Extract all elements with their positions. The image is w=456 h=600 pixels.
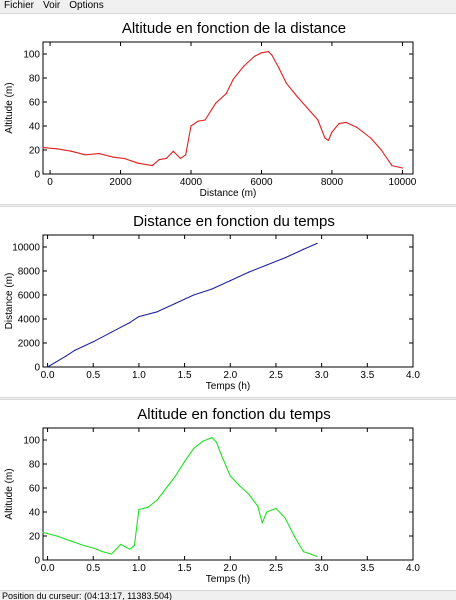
data-point bbox=[202, 441, 203, 442]
data-point bbox=[120, 544, 121, 545]
data-point bbox=[257, 505, 258, 506]
data-point bbox=[317, 119, 318, 120]
data-point bbox=[307, 107, 308, 108]
data-point bbox=[159, 159, 160, 160]
data-point bbox=[99, 153, 100, 154]
chart-panel-altitude-time bbox=[0, 399, 456, 591]
data-point bbox=[230, 280, 231, 281]
data-point bbox=[284, 257, 285, 258]
data-point bbox=[65, 356, 66, 357]
y-tick-label: 6000 bbox=[17, 290, 40, 302]
chart-title: Altitude en fonction du temps bbox=[137, 406, 331, 423]
y-tick-label: 40 bbox=[28, 121, 40, 133]
x-tick-label: 3.0 bbox=[314, 563, 329, 574]
data-point bbox=[134, 545, 135, 546]
x-tick-label: 3.5 bbox=[360, 563, 375, 574]
x-tick-label: 2.5 bbox=[269, 563, 283, 574]
x-tick-label: 1.5 bbox=[177, 563, 192, 574]
x-tick-label: 1.0 bbox=[131, 370, 146, 381]
x-axis-label: Temps (h) bbox=[205, 381, 251, 392]
data-point bbox=[56, 148, 57, 149]
data-point bbox=[166, 158, 167, 159]
data-point bbox=[173, 151, 174, 152]
x-tick-label: 2.0 bbox=[223, 563, 238, 574]
data-point bbox=[93, 341, 94, 342]
data-point bbox=[138, 316, 139, 317]
data-point bbox=[296, 95, 297, 96]
data-point bbox=[338, 123, 339, 124]
menu-options[interactable]: Options bbox=[69, 0, 104, 11]
x-tick-label: 0.5 bbox=[86, 563, 101, 574]
data-point bbox=[185, 154, 186, 155]
data-point bbox=[254, 56, 255, 57]
data-point bbox=[303, 551, 304, 552]
x-tick-label: 3.0 bbox=[314, 370, 329, 381]
chart-panel-distance-time bbox=[0, 206, 456, 398]
x-axis-label: Distance (m) bbox=[199, 188, 257, 199]
data-point bbox=[130, 160, 131, 161]
data-point bbox=[370, 137, 371, 138]
data-point bbox=[356, 127, 357, 128]
data-point bbox=[85, 154, 86, 155]
data-point bbox=[345, 122, 346, 123]
data-point bbox=[71, 151, 72, 152]
y-tick-label: 80 bbox=[28, 73, 40, 85]
menu-voir[interactable]: Voir bbox=[43, 0, 61, 11]
data-point bbox=[216, 442, 217, 443]
chart-altitude-time bbox=[0, 400, 456, 590]
x-tick-label: 1.0 bbox=[131, 563, 146, 574]
y-tick-label: 0 bbox=[34, 169, 40, 181]
data-point bbox=[215, 103, 216, 104]
data-point bbox=[402, 167, 403, 168]
y-tick-label: 2000 bbox=[17, 338, 40, 350]
chart-panel-altitude-distance bbox=[0, 13, 456, 205]
x-axis-label: Temps (h) bbox=[205, 574, 251, 585]
data-point bbox=[233, 79, 234, 80]
data-point bbox=[111, 332, 112, 333]
data-point bbox=[294, 535, 295, 536]
data-point bbox=[175, 303, 176, 304]
data-point bbox=[261, 52, 262, 53]
data-point bbox=[324, 137, 325, 138]
data-point bbox=[286, 82, 287, 83]
data-point bbox=[84, 545, 85, 546]
data-point bbox=[42, 147, 43, 148]
y-tick-label: 10000 bbox=[12, 242, 40, 254]
data-point bbox=[248, 272, 249, 273]
data-point bbox=[42, 532, 43, 533]
data-point bbox=[157, 311, 158, 312]
data-point bbox=[248, 493, 249, 494]
data-point bbox=[262, 522, 263, 523]
x-tick-label: 2.5 bbox=[269, 370, 283, 381]
data-point bbox=[184, 461, 185, 462]
y-tick-label: 60 bbox=[28, 483, 40, 495]
data-point bbox=[102, 551, 103, 552]
data-point bbox=[316, 556, 317, 557]
chart-title: Distance en fonction du temps bbox=[133, 213, 335, 230]
plot-frame bbox=[43, 235, 413, 367]
data-point bbox=[74, 350, 75, 351]
x-tick-label: 4.0 bbox=[406, 370, 420, 381]
y-tick-label: 100 bbox=[23, 435, 40, 447]
data-point bbox=[328, 140, 329, 141]
x-tick-label: 1.5 bbox=[177, 370, 192, 381]
menu-fichier[interactable]: Fichier bbox=[4, 0, 35, 11]
y-axis-label: Altitude (m) bbox=[4, 82, 15, 134]
data-point bbox=[268, 51, 269, 52]
data-point bbox=[113, 157, 114, 158]
y-tick-label: 4000 bbox=[17, 314, 40, 326]
x-tick-label: 3.5 bbox=[360, 370, 375, 381]
plot-frame bbox=[43, 428, 413, 560]
data-point bbox=[303, 249, 304, 250]
data-point bbox=[56, 535, 57, 536]
data-point bbox=[147, 507, 148, 508]
data-point bbox=[166, 487, 167, 488]
data-point bbox=[275, 508, 276, 509]
y-tick-label: 80 bbox=[28, 459, 40, 471]
data-point bbox=[381, 149, 382, 150]
data-point bbox=[93, 547, 94, 548]
data-point bbox=[331, 131, 332, 132]
data-point bbox=[204, 119, 205, 120]
data-point bbox=[226, 93, 227, 94]
y-tick-label: 8000 bbox=[17, 266, 40, 278]
y-tick-label: 40 bbox=[28, 507, 40, 519]
x-tick-label: 4.0 bbox=[406, 563, 420, 574]
data-point bbox=[271, 55, 272, 56]
y-tick-label: 0 bbox=[34, 362, 40, 374]
data-point bbox=[152, 165, 153, 166]
data-point bbox=[129, 549, 130, 550]
y-tick-label: 0 bbox=[34, 555, 40, 567]
data-point bbox=[239, 485, 240, 486]
data-point bbox=[243, 65, 244, 66]
y-axis-label: Distance (m) bbox=[4, 272, 15, 330]
x-tick-label: 0 bbox=[47, 177, 53, 188]
data-point bbox=[278, 68, 279, 69]
x-tick-label: 4000 bbox=[179, 177, 203, 188]
data-point bbox=[129, 322, 130, 323]
data-point bbox=[266, 264, 267, 265]
chart-distance-time bbox=[0, 207, 456, 397]
x-tick-label: 0.0 bbox=[40, 563, 55, 574]
cursor-position-label: Position du curseur: bbox=[2, 591, 82, 600]
x-tick-label: 0.0 bbox=[40, 370, 55, 381]
x-tick-label: 2.0 bbox=[223, 370, 238, 381]
x-tick-label: 2000 bbox=[109, 177, 132, 188]
y-tick-label: 100 bbox=[23, 49, 40, 61]
x-tick-label: 6000 bbox=[250, 177, 273, 188]
y-tick-label: 20 bbox=[28, 145, 40, 157]
data-point bbox=[193, 448, 194, 449]
data-point bbox=[157, 499, 158, 500]
data-point bbox=[211, 437, 212, 438]
data-point bbox=[111, 553, 112, 554]
data-point bbox=[211, 288, 212, 289]
data-point bbox=[180, 158, 181, 159]
data-point bbox=[193, 294, 194, 295]
chart-altitude-distance bbox=[0, 14, 456, 204]
y-axis-label: Altitude (m) bbox=[4, 468, 15, 520]
x-tick-label: 0.5 bbox=[86, 370, 101, 381]
data-point bbox=[221, 454, 222, 455]
data-point bbox=[197, 121, 198, 122]
status-bar bbox=[0, 591, 456, 600]
y-tick-label: 20 bbox=[28, 531, 40, 543]
data-point bbox=[391, 165, 392, 166]
menu-bar bbox=[0, 0, 456, 12]
data-point bbox=[70, 540, 71, 541]
data-point bbox=[123, 158, 124, 159]
cursor-position-value: (04:13:17, 11383.504) bbox=[84, 591, 172, 600]
y-tick-label: 60 bbox=[28, 97, 40, 109]
data-point bbox=[316, 243, 317, 244]
data-point bbox=[47, 366, 48, 367]
data-point bbox=[230, 475, 231, 476]
x-tick-label: 10000 bbox=[388, 177, 417, 188]
data-point bbox=[284, 517, 285, 518]
chart-title: Altitude en fonction de la distance bbox=[121, 20, 347, 37]
data-point bbox=[138, 509, 139, 510]
data-point bbox=[190, 125, 191, 126]
data-point bbox=[138, 163, 139, 164]
data-point bbox=[266, 511, 267, 512]
x-tick-label: 8000 bbox=[320, 177, 344, 188]
data-point bbox=[175, 475, 176, 476]
